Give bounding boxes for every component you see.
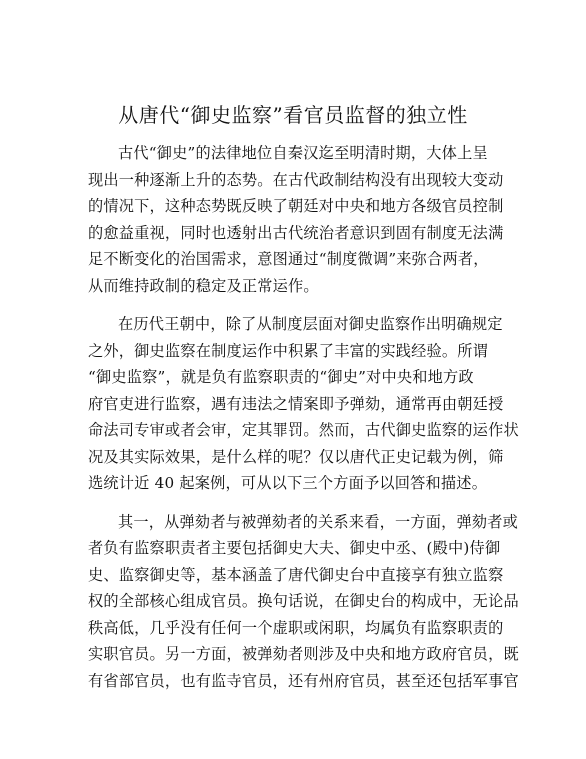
text-line: 秩高低，几乎没有任何一个虚职或闲职，均属负有监察职责的 bbox=[88, 618, 504, 637]
paragraph-3 bbox=[88, 509, 519, 695]
text-line: 命法司专审或者会审，定其罪罚。然而，古代御史监察的运作状 bbox=[88, 421, 519, 439]
text-line: 实职官员。另一方面，被弹劾者则涉及中央和地方政府官员，既 bbox=[88, 645, 519, 663]
paragraph-2 bbox=[88, 311, 519, 497]
text-line: 史、监察御史等，基本涵盖了唐代御史台中直接享有独立监察 bbox=[88, 565, 504, 584]
text-line: 从而维持政制的稳定及正常运作。 bbox=[88, 276, 319, 295]
text-line: 的愈益重视，同时也透射出古代统治者意识到固有制度无法满 bbox=[88, 223, 504, 242]
text-line: 其一，从弹劾者与被弹劾者的关系来看，一方面，弹劾者或 bbox=[118, 512, 519, 531]
text-line: 之外，御史监察在制度运作中积累了丰富的实践经验。所谓 bbox=[88, 341, 489, 360]
text-line: 的情况下，这种态势既反映了朝廷对中央和地方各级官员控制 bbox=[88, 197, 504, 215]
text-line: 在历代王朝中，除了从制度层面对御史监察作出明确规定 bbox=[118, 315, 503, 333]
text-line: 选统计近 40 起案例，可从以下三个方面予以回答和描述。 bbox=[88, 474, 488, 492]
text-line: 权的全部核心组成官员。换句话说，在御史台的构成中，无论品 bbox=[88, 592, 519, 610]
text-line: 府官吏进行监察，遇有违法之情案即予弹劾，通常再由朝廷授 bbox=[88, 394, 504, 413]
text-line: 足不断变化的治国需求，意图通过“制度微调”来弥合两者， bbox=[88, 250, 489, 268]
document-body bbox=[88, 140, 519, 706]
text-line: 者负有监察职责者主要包括御史大夫、御史中丞、(殿中)侍御 bbox=[88, 539, 501, 557]
text-line: “御史监察”，就是负有监察职责的“御史”对中央和地方政 bbox=[88, 368, 474, 386]
text-line: 古代“御史”的法律地位自秦汉迄至明清时期，大体上呈 bbox=[118, 144, 488, 162]
paragraph-1 bbox=[88, 140, 504, 299]
document-title: 从唐代“御史监察”看官员监督的独立性 bbox=[118, 103, 468, 127]
text-line: 况及其实际效果，是什么样的呢？仅以唐代正史记载为例，筛 bbox=[88, 447, 504, 466]
text-line: 现出一种逐渐上升的态势。在古代政制结构没有出现较大变动 bbox=[88, 170, 504, 189]
text-line: 有省部官员，也有监寺官员，还有州府官员，甚至还包括军事官 bbox=[88, 671, 519, 690]
